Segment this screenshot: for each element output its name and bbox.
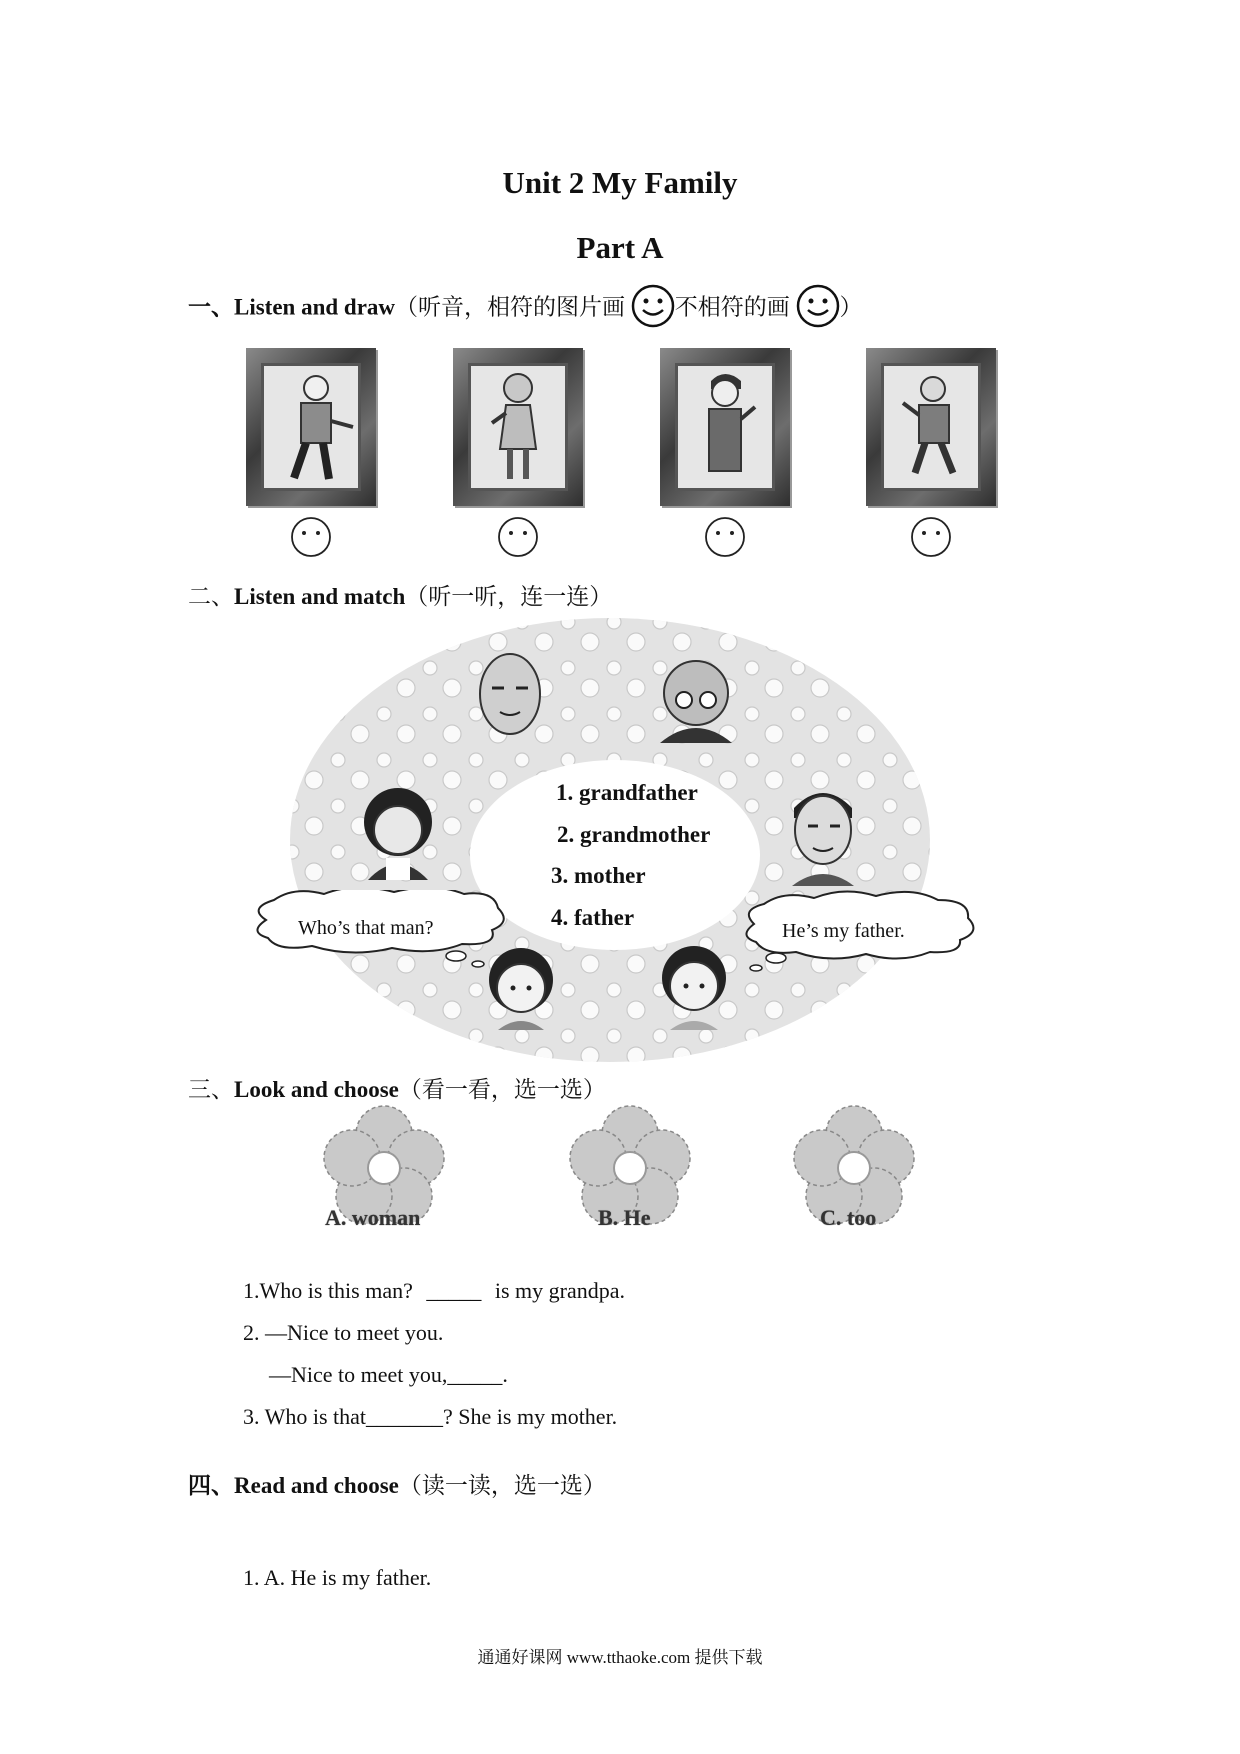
picture-frame-woman (453, 348, 583, 506)
section1-instruction-c: ） (839, 294, 863, 320)
section3-instruction: （看一看，选一选） (398, 1077, 606, 1102)
footer-credit: 通通好课网 www.tthaoke.com 提供下载 (477, 1648, 763, 1667)
unit-title: Unit 2 My Family (502, 165, 738, 200)
smiley-icon (796, 284, 840, 334)
grandfather-face-icon (470, 648, 550, 748)
grandmother-face-icon (650, 648, 742, 748)
section4-heading (188, 1467, 606, 1500)
girl-face-right-icon (650, 940, 738, 1030)
section1-title: Listen and draw (234, 294, 396, 320)
section3-heading (188, 1071, 606, 1104)
mother-face-icon (352, 782, 444, 882)
section2-number: 二、 (188, 584, 234, 609)
speech-bubble-right-text: He’s my father. (782, 920, 905, 942)
section2-instruction: （听一听，连一连） (405, 584, 613, 609)
section4-question-1: 1. A. He is my father. (243, 1565, 432, 1590)
section4-number: 四、 (188, 1473, 234, 1498)
section3-number: 三、 (188, 1077, 234, 1102)
picture-frame-grandmother (866, 348, 996, 506)
option-a: A. woman (325, 1205, 421, 1230)
father-figure-icon (675, 363, 775, 491)
speech-bubble-left-text: Who’s that man? (298, 917, 434, 939)
mother-figure-icon (468, 363, 568, 491)
section4-title: Read and choose (234, 1473, 399, 1498)
match-word-2: 2. grandmother (557, 822, 711, 847)
grandfather-figure-icon (261, 363, 361, 491)
question-2-line-2 (269, 1362, 508, 1388)
section1-instruction-b: 不相符的画 (674, 294, 790, 320)
question-1-text-b: is my grandpa. (494, 1278, 626, 1303)
answer-face-4[interactable] (910, 516, 952, 558)
question-1-text-a: 1.Who is this man? (243, 1278, 413, 1303)
match-word-4: 4. father (551, 905, 635, 930)
section1-number: 一、 (188, 294, 234, 320)
answer-face-1[interactable] (290, 516, 332, 558)
match-word-1: 1. grandfather (556, 780, 698, 805)
question-2-blank[interactable]: _____ (447, 1362, 503, 1387)
question-2-text: —Nice to meet you, (269, 1362, 448, 1387)
section2-heading (188, 578, 612, 611)
answer-face-2[interactable] (497, 516, 539, 558)
section4-instruction: （读一读，选一选） (398, 1473, 606, 1498)
section1-heading (188, 284, 863, 334)
section3-title: Look and choose (234, 1077, 399, 1102)
picture-frame-man (660, 348, 790, 506)
smiley-icon (631, 284, 675, 334)
option-c: C. too (820, 1205, 877, 1230)
question-1 (243, 1278, 625, 1304)
answer-face-3[interactable] (704, 516, 746, 558)
picture-frame-grandfather (246, 348, 376, 506)
question-2-end: . (502, 1362, 508, 1387)
section2-title: Listen and match (234, 584, 406, 609)
section1-instruction-a: （听音，相符的图片画 (395, 294, 626, 320)
father-face-icon (780, 778, 866, 888)
option-b: B. He (598, 1205, 651, 1230)
part-title: Part A (576, 230, 664, 265)
match-word-3: 3. mother (551, 863, 646, 888)
question-2-line-1: 2. —Nice to meet you. (243, 1320, 444, 1345)
question-1-blank[interactable]: _____ (426, 1278, 482, 1303)
grandmother-figure-icon (881, 363, 981, 491)
question-3: 3. Who is that_______? She is my mother. (243, 1404, 618, 1429)
